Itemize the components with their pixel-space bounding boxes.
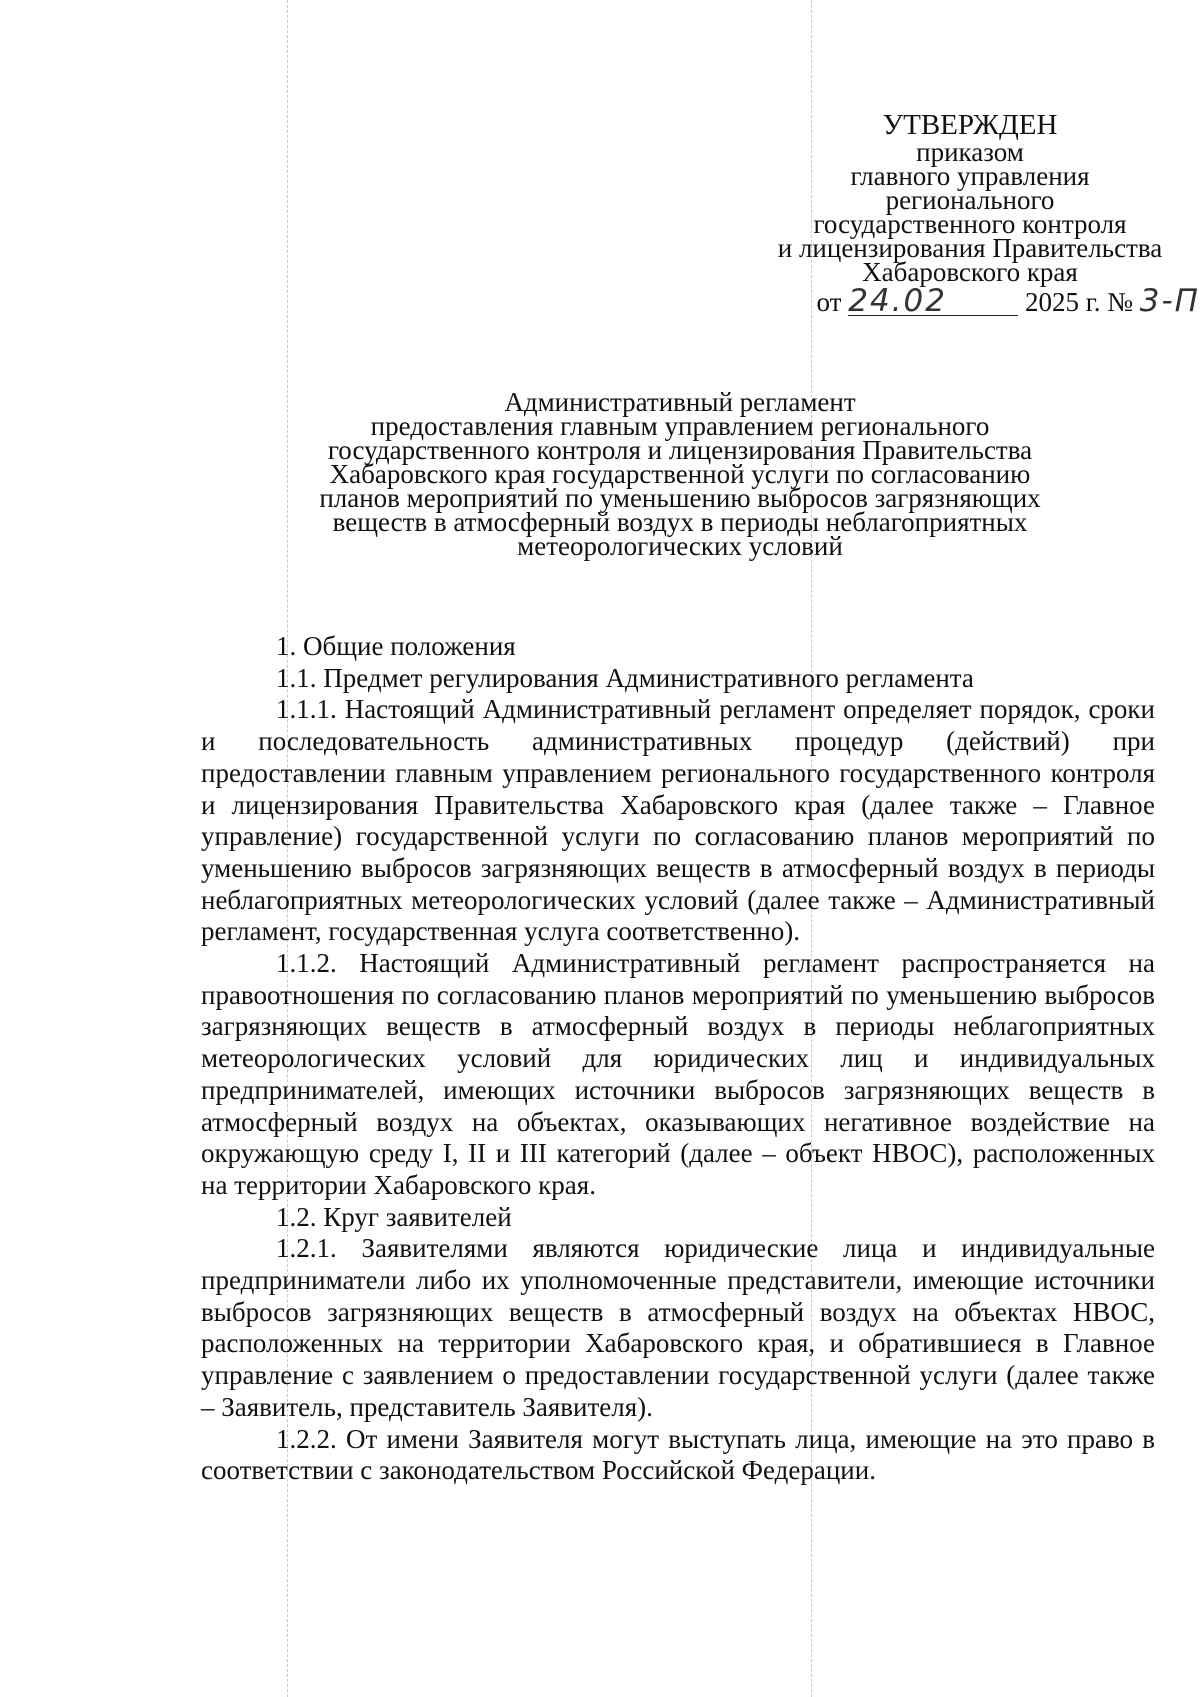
document-title [280, 387, 1080, 561]
date-field [848, 283, 1018, 319]
paragraph-1-1-1: 1.1.1. Настоящий Административный регламент определяет порядок, сроки и последовательность административных процедур (действий) при предоставлении главным управлением регионального государственного контроля и лицензирования Правительства Хабаровского края (далее также – Главное управление) государственной услуги по согласованию планов мероприятий по уменьшению выбросов загрязняющих веществ в атмосферный воздух в периоды неблагоприятных метеорологических условий (далее также – Административный регламент, государственная услуга соответственно). [201, 694, 1155, 947]
handwritten-date: 24.02 [848, 283, 947, 319]
approval-stamp-block [720, 109, 1200, 319]
section-heading-1: 1. Общие положения [276, 631, 516, 661]
approval-line: главного управления [850, 161, 1090, 191]
approval-heading: УТВЕРЖДЕН [882, 109, 1058, 141]
title-line: государственного контроля и лицензирования Правительства [327, 435, 1033, 465]
section-heading-1-2: 1.2. Круг заявителей [276, 1201, 512, 1232]
year-and-number-label: 2025 г. № [1024, 287, 1134, 317]
paragraph-1-2-2: 1.2.2. От имени Заявителя могут выступать лица, имеющие на это право в соответствии с законодательством Российской Федерации. [201, 1423, 1155, 1486]
approval-line: регионального [885, 185, 1055, 215]
title-line: метеорологических условий [517, 531, 843, 561]
approval-line: Хабаровского края [862, 257, 1078, 287]
approval-line: приказом [916, 137, 1024, 167]
approval-line: государственного контроля [813, 209, 1127, 239]
date-prefix: от [816, 287, 842, 317]
handwritten-number: 3-П [1139, 283, 1200, 319]
section-heading-1-1: 1.1. Предмет регулирования Административного регламента [276, 662, 974, 693]
document-body [201, 631, 1155, 1487]
title-line: Хабаровского края государственной услуги по согласованию [329, 459, 1031, 489]
approval-line: и лицензирования Правительства [777, 233, 1163, 263]
title-line: Административный регламент [504, 387, 856, 417]
title-line: планов мероприятий по уменьшению выбросов загрязняющих [319, 483, 1041, 513]
order-date-line [720, 283, 1200, 319]
paragraph-1-1-2: 1.1.2. Настоящий Административный регламент распространяется на правоотношения по согласованию планов мероприятий по уменьшению выбросов загрязняющих веществ в атмосферный воздух в периоды неблагоприятных метеорологических условий для юридических лиц и индивидуальных предпринимателей, имеющих источники выбросов загрязняющих веществ в атмосферный воздух на объектах, оказывающих негативное воздействие на окружающую среду I, II и III категорий (далее – объект НВОС), расположенных на территории Хабаровского края. [201, 948, 1155, 1200]
title-line: предоставления главным управлением регионального [370, 411, 990, 441]
title-line: веществ в атмосферный воздух в периоды неблагоприятных [332, 507, 1028, 537]
paragraph-1-2-1: 1.2.1. Заявителями являются юридические лица и индивидуальные предприниматели либо их уполномоченные представители, имеющие источники выбросов загрязняющих веществ в атмосферный воздух на объектах НВОС, расположенных на территории Хабаровского края, и обратившиеся в Главное управление с заявлением о предоставлении государственной услуги (далее также – Заявитель, представитель Заявителя). [201, 1233, 1155, 1422]
